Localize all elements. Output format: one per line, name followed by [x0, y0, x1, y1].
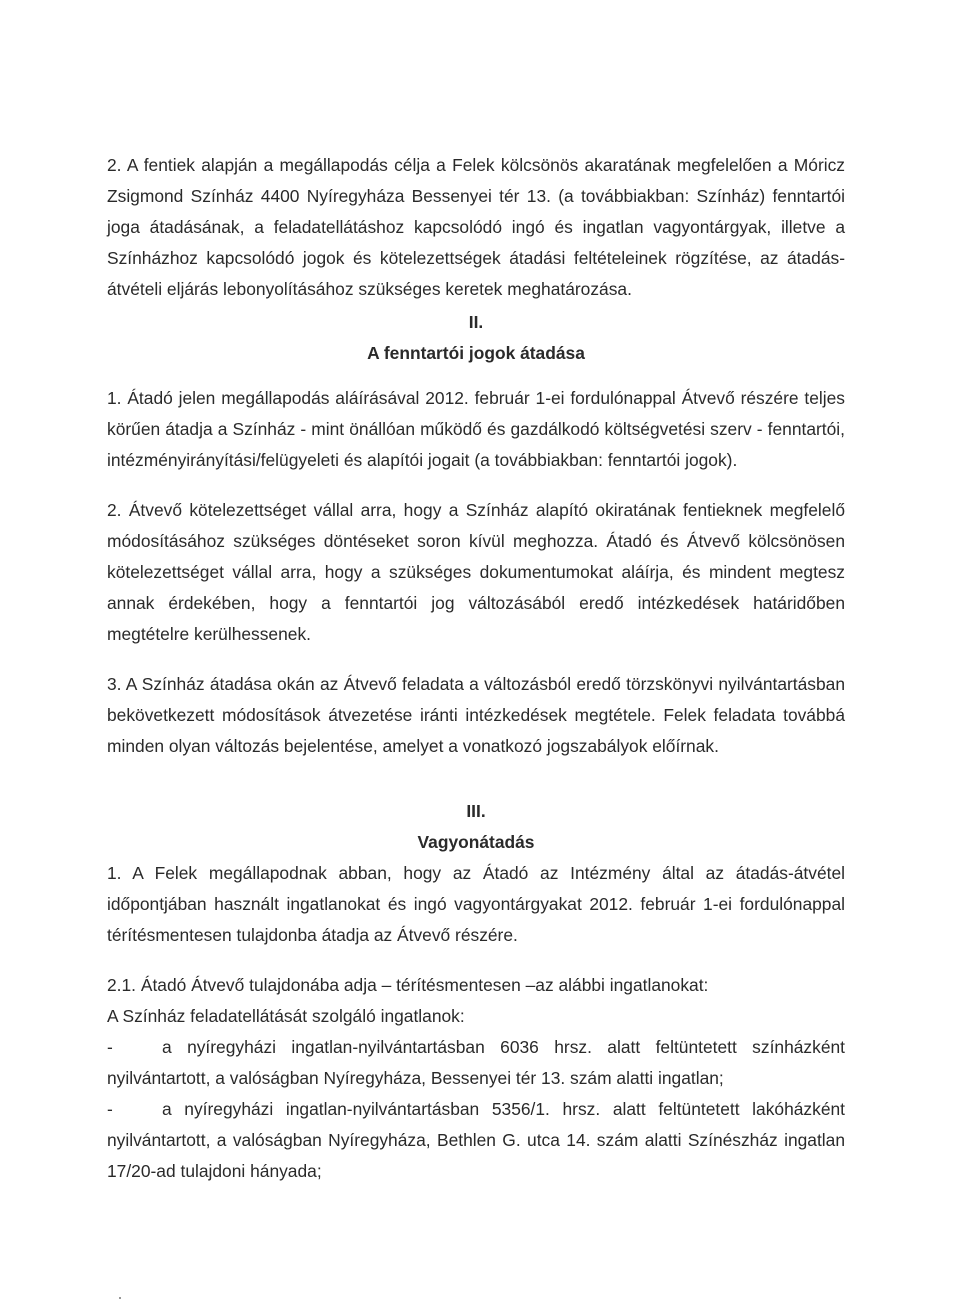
section-2-paragraph-2: 2. Átvevő kötelezettséget vállal arra, hogy a Színház alapító okiratának fentieknek megfelelő módosításához szükséges döntéseket soron kívül meghozza. Átadó és Átvevő kölcsönösen kötelezettséget vállal arra, hogy a szükséges dokumentumokat aláírja, és mindent megtesz annak érdekében, hogy a fenntartói jog változásából eredő intézkedések határidőben megtételre kerülhessenek.: [107, 500, 845, 644]
list-dash: -: [107, 1037, 113, 1057]
section-2-number: II.: [468, 312, 484, 332]
section-2-title: A fenntartói jogok átadása: [367, 343, 585, 363]
property-list-item: [107, 1032, 845, 1094]
document-page: [107, 150, 845, 1187]
property-list-item: [107, 1094, 845, 1187]
list-dash: -: [107, 1099, 113, 1119]
scan-speck: [119, 1297, 121, 1299]
section-3-paragraph-2-1: 2.1. Átadó Átvevő tulajdonába adja – térítésmentesen –az alábbi ingatlanokat:: [107, 975, 709, 995]
property-list-intro: A Színház feladatellátását szolgáló ingatlanok:: [107, 1006, 465, 1026]
section-3-title: Vagyonátadás: [417, 832, 535, 852]
section-2-paragraph-1: 1. Átadó jelen megállapodás aláírásával 2012. február 1-ei fordulónappal Átvevő részére teljes körűen átadja a Színház - mint önállóan működő és gazdálkodó költségvetési szerv - fenntartói, intézményirányítási/felügyeleti és alapítói jogait (a továbbiakban: fenntartói jogok).: [107, 388, 845, 470]
intro-paragraph: 2. A fentiek alapján a megállapodás célja a Felek kölcsönös akaratának megfelelően a Móricz Zsigmond Színház 4400 Nyíregyháza Bessenyei tér 13. (a továbbiakban: Színház) fenntartói joga átadásának, a feladatellátáshoz kapcsolódó ingó és ingatlan vagyontárgyak, illetve a Színházhoz kapcsolódó jogok és kötelezettségek átadási feltételeinek rögzítése, az átadás-átvételi eljárás lebonyolításához szükséges keretek meghatározása.: [107, 155, 845, 299]
property-item-text: a nyíregyházi ingatlan-nyilvántartásban 5356/1. hrsz. alatt feltüntetett lakóházként nyilvántartott, a valóságban Nyíregyháza, Bethlen G. utca 14. szám alatti Színészház ingatlan 17/20-ad tulajdoni hányada;: [107, 1099, 845, 1181]
section-3-paragraph-1: 1. A Felek megállapodnak abban, hogy az Átadó az Intézmény által az átadás-átvétel időpontjában használt ingatlanokat és ingó vagyontárgyakat 2012. február 1-ei fordulónappal térítésmentesen tulajdonba átadja az Átvevő részére.: [107, 863, 845, 945]
section-3-number: III.: [466, 801, 486, 821]
property-item-text: a nyíregyházi ingatlan-nyilvántartásban 6036 hrsz. alatt feltüntetett színházként nyilvántartott, a valóságban Nyíregyháza, Bessenyei tér 13. szám alatti ingatlan;: [107, 1037, 845, 1088]
section-2-paragraph-3: 3. A Színház átadása okán az Átvevő feladata a változásból eredő törzskönyvi nyilvántartásban bekövetkezett módosítások átvezetése iránti intézkedések megtétele. Felek feladata továbbá minden olyan változás bejelentése, amelyet a vonatkozó jogszabályok előírnak.: [107, 674, 845, 756]
